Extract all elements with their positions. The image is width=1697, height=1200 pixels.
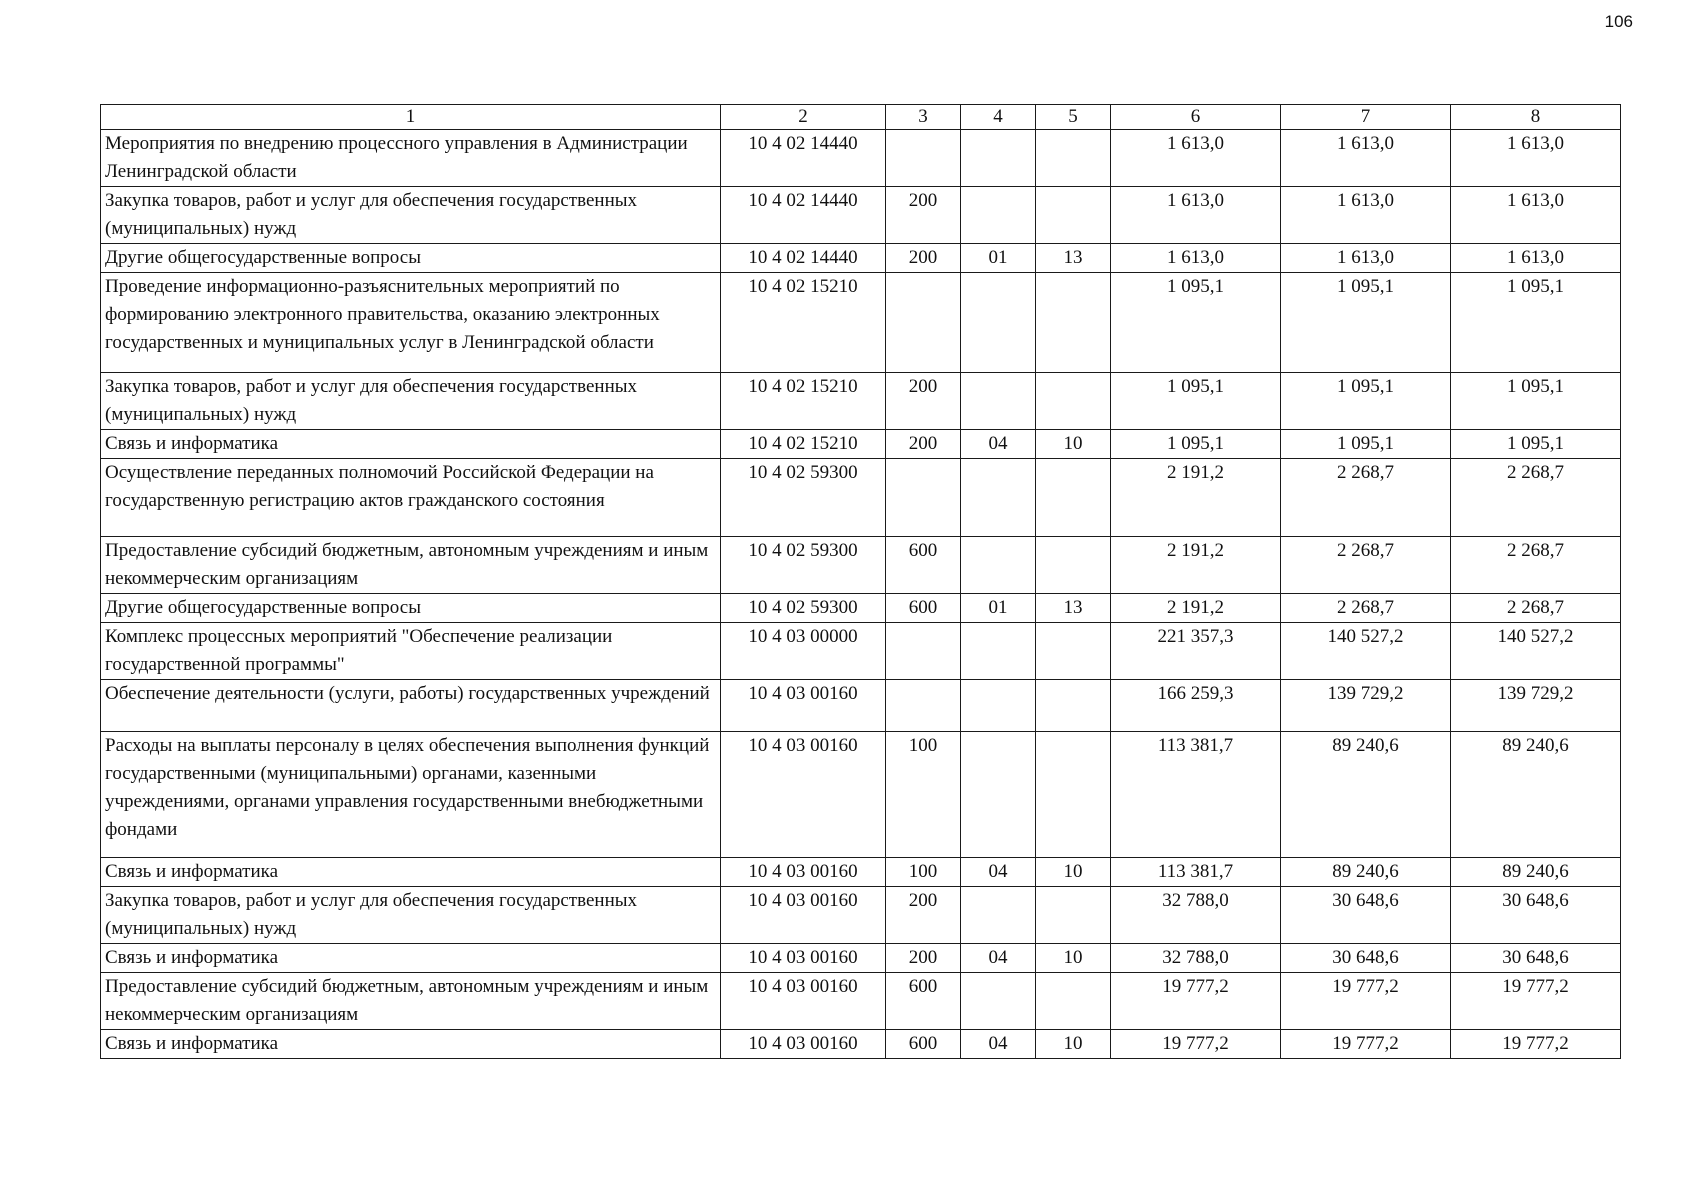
- amount-cell-col6: 1 613,0: [1111, 244, 1281, 273]
- amount-cell-col6: 113 381,7: [1111, 732, 1281, 858]
- amount-cell-col7: 2 268,7: [1281, 459, 1451, 537]
- section-cell: [961, 973, 1036, 1030]
- target-code-cell: 10 4 02 15210: [721, 273, 886, 373]
- amount-cell-col6: 221 357,3: [1111, 623, 1281, 680]
- table-row: [101, 373, 1621, 430]
- expense-type-cell: 200: [886, 187, 961, 244]
- expense-type-cell: 200: [886, 373, 961, 430]
- amount-cell-col7: 2 268,7: [1281, 537, 1451, 594]
- row-name-cell: Расходы на выплаты персоналу в целях обеспечения выполнения функций государственными (муниципальными) органами, казенными учреждениями, органами управления государственными внебюджетными фондами: [101, 732, 721, 858]
- amount-cell-col8: 2 268,7: [1451, 537, 1621, 594]
- amount-cell-col8: 30 648,6: [1451, 944, 1621, 973]
- amount-cell-col7: 89 240,6: [1281, 732, 1451, 858]
- subsection-cell: [1036, 973, 1111, 1030]
- table-row: [101, 623, 1621, 680]
- amount-cell-col6: 1 095,1: [1111, 430, 1281, 459]
- table-row: [101, 244, 1621, 273]
- amount-cell-col6: 2 191,2: [1111, 537, 1281, 594]
- row-name-cell: Обеспечение деятельности (услуги, работы) государственных учреждений: [101, 680, 721, 732]
- amount-cell-col6: 1 613,0: [1111, 130, 1281, 187]
- target-code-cell: 10 4 02 14440: [721, 244, 886, 273]
- amount-cell-col7: 1 095,1: [1281, 273, 1451, 373]
- amount-cell-col7: 30 648,6: [1281, 944, 1451, 973]
- subsection-cell: 10: [1036, 944, 1111, 973]
- subsection-cell: 10: [1036, 1030, 1111, 1059]
- amount-cell-col6: 32 788,0: [1111, 887, 1281, 944]
- row-name-cell: Проведение информационно-разъяснительных мероприятий по формированию электронного правительства, оказанию электронных государственных и муниципальных услуг в Ленинградской области: [101, 273, 721, 373]
- target-code-cell: 10 4 02 59300: [721, 537, 886, 594]
- amount-cell-col8: 140 527,2: [1451, 623, 1621, 680]
- expense-type-cell: [886, 680, 961, 732]
- section-cell: [961, 187, 1036, 244]
- amount-cell-col6: 166 259,3: [1111, 680, 1281, 732]
- target-code-cell: 10 4 02 14440: [721, 130, 886, 187]
- row-name-cell: Закупка товаров, работ и услуг для обеспечения государственных (муниципальных) нужд: [101, 373, 721, 430]
- amount-cell-col8: 1 095,1: [1451, 430, 1621, 459]
- expense-type-cell: [886, 459, 961, 537]
- row-name-cell: Осуществление переданных полномочий Российской Федерации на государственную регистрацию актов гражданского состояния: [101, 459, 721, 537]
- subsection-cell: [1036, 459, 1111, 537]
- target-code-cell: 10 4 02 15210: [721, 430, 886, 459]
- table-row: [101, 858, 1621, 887]
- amount-cell-col8: 30 648,6: [1451, 887, 1621, 944]
- table-row: [101, 594, 1621, 623]
- row-name-cell: Другие общегосударственные вопросы: [101, 594, 721, 623]
- section-cell: [961, 373, 1036, 430]
- row-name-cell: Закупка товаров, работ и услуг для обеспечения государственных (муниципальных) нужд: [101, 187, 721, 244]
- subsection-cell: [1036, 273, 1111, 373]
- row-name-cell: Связь и информатика: [101, 1030, 721, 1059]
- amount-cell-col6: 2 191,2: [1111, 594, 1281, 623]
- table-header-row: [101, 105, 1621, 130]
- budget-table: [100, 104, 1621, 1059]
- amount-cell-col7: 30 648,6: [1281, 887, 1451, 944]
- expense-type-cell: 200: [886, 430, 961, 459]
- section-cell: 04: [961, 858, 1036, 887]
- section-cell: [961, 732, 1036, 858]
- target-code-cell: 10 4 03 00160: [721, 858, 886, 887]
- amount-cell-col8: 1 613,0: [1451, 244, 1621, 273]
- subsection-cell: 10: [1036, 858, 1111, 887]
- table-row: [101, 187, 1621, 244]
- section-cell: 04: [961, 1030, 1036, 1059]
- section-cell: 04: [961, 430, 1036, 459]
- amount-cell-col8: 1 613,0: [1451, 187, 1621, 244]
- amount-cell-col6: 1 095,1: [1111, 273, 1281, 373]
- amount-cell-col6: 1 613,0: [1111, 187, 1281, 244]
- row-name-cell: Мероприятия по внедрению процессного управления в Администрации Ленинградской области: [101, 130, 721, 187]
- expense-type-cell: 600: [886, 973, 961, 1030]
- amount-cell-col8: 1 095,1: [1451, 273, 1621, 373]
- row-name-cell: Другие общегосударственные вопросы: [101, 244, 721, 273]
- amount-cell-col7: 89 240,6: [1281, 858, 1451, 887]
- table-row: [101, 973, 1621, 1030]
- table-body: [101, 105, 1621, 1059]
- amount-cell-col7: 1 613,0: [1281, 130, 1451, 187]
- page-number: 106: [1604, 12, 1633, 31]
- target-code-cell: 10 4 03 00160: [721, 732, 886, 858]
- target-code-cell: 10 4 02 59300: [721, 459, 886, 537]
- target-code-cell: 10 4 03 00160: [721, 973, 886, 1030]
- table-row: [101, 1030, 1621, 1059]
- expense-type-cell: [886, 623, 961, 680]
- subsection-cell: [1036, 187, 1111, 244]
- target-code-cell: 10 4 03 00160: [721, 680, 886, 732]
- row-name-cell: Связь и информатика: [101, 858, 721, 887]
- section-cell: [961, 537, 1036, 594]
- column-header: 3: [886, 105, 961, 130]
- column-header: 6: [1111, 105, 1281, 130]
- table-row: [101, 680, 1621, 732]
- expense-type-cell: [886, 130, 961, 187]
- subsection-cell: 13: [1036, 244, 1111, 273]
- column-header: 8: [1451, 105, 1621, 130]
- amount-cell-col8: 1 613,0: [1451, 130, 1621, 187]
- amount-cell-col6: 2 191,2: [1111, 459, 1281, 537]
- subsection-cell: [1036, 680, 1111, 732]
- amount-cell-col8: 2 268,7: [1451, 594, 1621, 623]
- target-code-cell: 10 4 02 59300: [721, 594, 886, 623]
- row-name-cell: Закупка товаров, работ и услуг для обеспечения государственных (муниципальных) нужд: [101, 887, 721, 944]
- table-row: [101, 537, 1621, 594]
- subsection-cell: [1036, 623, 1111, 680]
- column-header: 4: [961, 105, 1036, 130]
- target-code-cell: 10 4 02 15210: [721, 373, 886, 430]
- amount-cell-col8: 1 095,1: [1451, 373, 1621, 430]
- amount-cell-col6: 19 777,2: [1111, 1030, 1281, 1059]
- amount-cell-col7: 1 095,1: [1281, 373, 1451, 430]
- amount-cell-col8: 139 729,2: [1451, 680, 1621, 732]
- amount-cell-col7: 2 268,7: [1281, 594, 1451, 623]
- subsection-cell: [1036, 732, 1111, 858]
- amount-cell-col7: 1 613,0: [1281, 187, 1451, 244]
- row-name-cell: Связь и информатика: [101, 944, 721, 973]
- subsection-cell: [1036, 130, 1111, 187]
- row-name-cell: Связь и информатика: [101, 430, 721, 459]
- table-row: [101, 944, 1621, 973]
- section-cell: 04: [961, 944, 1036, 973]
- amount-cell-col7: 1 613,0: [1281, 244, 1451, 273]
- section-cell: [961, 459, 1036, 537]
- subsection-cell: [1036, 887, 1111, 944]
- section-cell: 01: [961, 244, 1036, 273]
- row-name-cell: Комплекс процессных мероприятий "Обеспечение реализации государственной программы": [101, 623, 721, 680]
- section-cell: 01: [961, 594, 1036, 623]
- row-name-cell: Предоставление субсидий бюджетным, автономным учреждениям и иным некоммерческим организациям: [101, 973, 721, 1030]
- section-cell: [961, 273, 1036, 373]
- amount-cell-col6: 113 381,7: [1111, 858, 1281, 887]
- expense-type-cell: 600: [886, 537, 961, 594]
- table-row: [101, 732, 1621, 858]
- subsection-cell: 10: [1036, 430, 1111, 459]
- expense-type-cell: 600: [886, 1030, 961, 1059]
- column-header: 2: [721, 105, 886, 130]
- target-code-cell: 10 4 02 14440: [721, 187, 886, 244]
- expense-type-cell: 600: [886, 594, 961, 623]
- target-code-cell: 10 4 03 00160: [721, 887, 886, 944]
- expense-type-cell: 200: [886, 887, 961, 944]
- target-code-cell: 10 4 03 00000: [721, 623, 886, 680]
- column-header: 7: [1281, 105, 1451, 130]
- section-cell: [961, 887, 1036, 944]
- target-code-cell: 10 4 03 00160: [721, 1030, 886, 1059]
- table-row: [101, 887, 1621, 944]
- subsection-cell: 13: [1036, 594, 1111, 623]
- table-row: [101, 273, 1621, 373]
- table-row: [101, 430, 1621, 459]
- section-cell: [961, 130, 1036, 187]
- amount-cell-col7: 19 777,2: [1281, 973, 1451, 1030]
- amount-cell-col7: 140 527,2: [1281, 623, 1451, 680]
- subsection-cell: [1036, 373, 1111, 430]
- amount-cell-col8: 2 268,7: [1451, 459, 1621, 537]
- amount-cell-col6: 1 095,1: [1111, 373, 1281, 430]
- target-code-cell: 10 4 03 00160: [721, 944, 886, 973]
- table-row: [101, 459, 1621, 537]
- amount-cell-col8: 89 240,6: [1451, 732, 1621, 858]
- amount-cell-col8: 19 777,2: [1451, 1030, 1621, 1059]
- column-header: 5: [1036, 105, 1111, 130]
- amount-cell-col8: 89 240,6: [1451, 858, 1621, 887]
- column-header: 1: [101, 105, 721, 130]
- amount-cell-col6: 32 788,0: [1111, 944, 1281, 973]
- table-row: [101, 130, 1621, 187]
- amount-cell-col8: 19 777,2: [1451, 973, 1621, 1030]
- amount-cell-col7: 139 729,2: [1281, 680, 1451, 732]
- amount-cell-col7: 19 777,2: [1281, 1030, 1451, 1059]
- subsection-cell: [1036, 537, 1111, 594]
- section-cell: [961, 623, 1036, 680]
- row-name-cell: Предоставление субсидий бюджетным, автономным учреждениям и иным некоммерческим организациям: [101, 537, 721, 594]
- expense-type-cell: 200: [886, 944, 961, 973]
- expense-type-cell: 100: [886, 732, 961, 858]
- amount-cell-col7: 1 095,1: [1281, 430, 1451, 459]
- expense-type-cell: 100: [886, 858, 961, 887]
- section-cell: [961, 680, 1036, 732]
- expense-type-cell: [886, 273, 961, 373]
- amount-cell-col6: 19 777,2: [1111, 973, 1281, 1030]
- expense-type-cell: 200: [886, 244, 961, 273]
